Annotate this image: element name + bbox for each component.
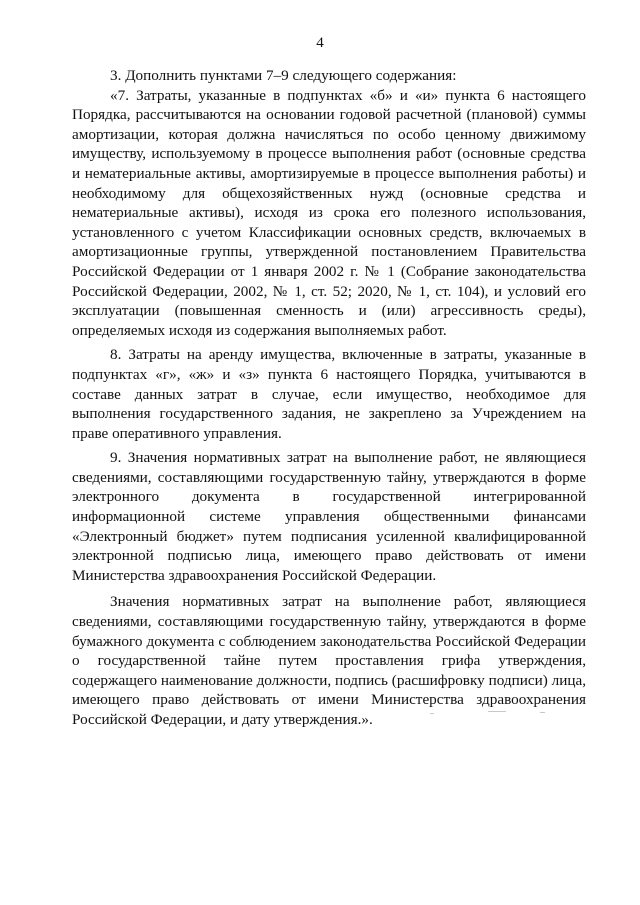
paragraph-item-9: 9. Значения нормативных затрат на выполнение работ, не являющиеся сведениями, составляющими государственную тайну, утверждаются в форме электронного документа в государственной интегрированной информационной системе управления общественными финансами «Электронный бюджет» путем подписания усиленной квалифицированной электронной подписью лица, имеющего право действовать от имени Министерства здравоохранения Российской Федерации. <box>72 449 586 584</box>
paragraph-item-8: 8. Затраты на аренду имущества, включенные в затраты, указанные в подпунктах «г», «ж» и «з» пункта 6 настоящего Порядка, учитываются в составе данных затрат в случае, если имущество, необходимое для выполнения государственного задания, не закреплено за Учреждением на праве оперативного управления. <box>72 346 586 442</box>
scan-speck <box>488 711 506 712</box>
page-number: 4 <box>316 35 324 51</box>
paragraph-item-7: «7. Затраты, указанные в подпунктах «б» и «и» пункта 6 настоящего Порядка, рассчитываются на основании годовой расчетной (плановой) суммы амортизации, которая должна начисляться по особо ценному движимому имуществу, используемому в процессе выполнения работ (основные средства и нематериальные активы, амортизируемые в процессе выполнения работы) и необходимому для общехозяйственных нужд (основные средства и нематериальные активы), исходя из срока его полезного использования, установленного с учетом Классификации основных средств, включаемых в амортизационные группы, утвержденной постановлением Правительства Российской Федерации от 1 января 2002 г. № 1 (Собрание законодательства Российской Федерации, 2002, № 1, ст. 52; 2020, № 1, ст. 104), и условий его эксплуатации (повышенная сменность и (или) агрессивность среды), определяемых исходя из содержания выполняемых работ. <box>72 86 586 339</box>
paragraph-secret-values: Значения нормативных затрат на выполнение работ, являющиеся сведениями, составляющими государственную тайну, утверждаются в форме бумажного документа с соблюдением законодательства Российской Федерации о государственной тайне путем проставления грифа утверждения, содержащего наименование должности, подпись (расшифровку подписи) лица, имеющего право действовать от имени Министерства здравоохранения Российской Федерации, и дату утверждения.». <box>72 593 586 728</box>
paragraph-item-3: 3. Дополнить пунктами 7–9 следующего содержания: <box>110 67 457 84</box>
scan-speck <box>540 712 545 713</box>
document-body <box>72 66 586 730</box>
scan-speck <box>430 713 434 714</box>
